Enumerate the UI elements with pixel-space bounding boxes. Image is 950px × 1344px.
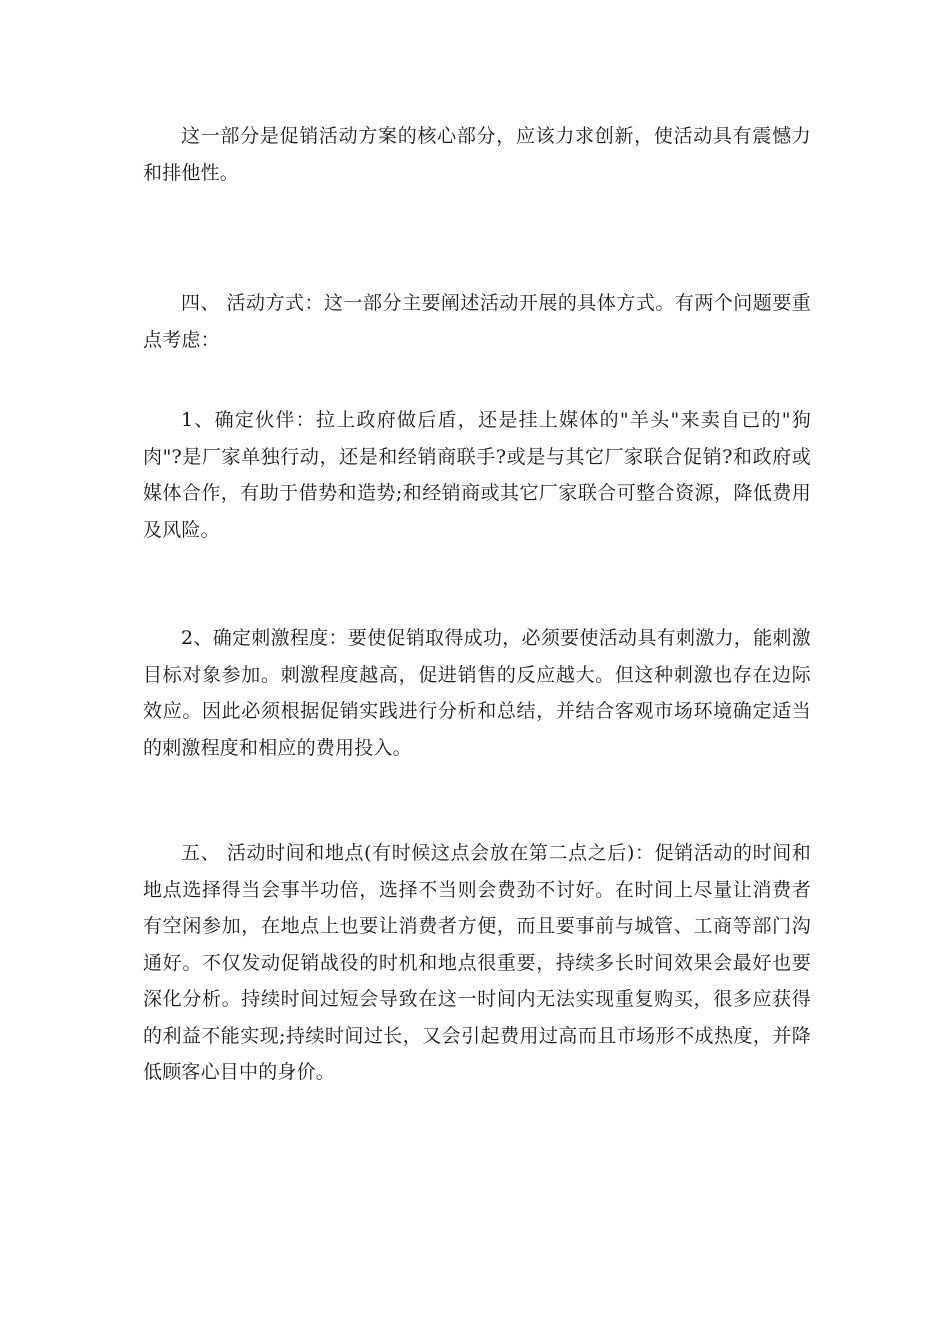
paragraph-stimulus-level: 2、确定刺激程度：要使促销取得成功，必须要使活动具有刺激力，能刺激目标对象参加。刺激程度越高，促进销售的反应越大。但这种刺激也存在边际效应。因此必须根据促销实践进行分析和总结，并结合客观市场环境确定适当的刺激程度和相应的费用投入。 [143, 627, 811, 759]
paragraph-partner: 1、确定伙伴：拉上政府做后盾，还是挂上媒体的"羊头"来卖自已的"狗肉"?是厂家单独行动，还是和经销商联手?或是与其它厂家联合促销?和政府或媒体合作，有助于借势和造势;和经销商或其它厂家联合可整合资源，降低费用及风险。 [143, 409, 811, 541]
paragraph-core-section: 这一部分是促销活动方案的核心部分，应该力求创新，使活动具有震憾力和排他性。 [143, 125, 811, 184]
paragraph-time-and-place: 五、 活动时间和地点(有时候这点会放在第二点之后)：促销活动的时间和地点选择得当会事半功倍，选择不当则会费劲不讨好。在时间上尽量让消费者有空闲参加，在地点上也要让消费者方便，而且要事前与城管、工商等部门沟通好。不仅发动促销战役的时机和地点很重要，持续多长时间效果会最好也要深化分析。持续时间过短会导致在这一时间内无法实现重复购买，很多应获得的利益不能实现;持续时间过长，又会引起费用过高而且市场形不成热度，并降低顾客心目中的身价。 [143, 842, 811, 1083]
paragraph-activity-method: 四、 活动方式：这一部分主要阐述活动开展的具体方式。有两个问题要重点考虑： [143, 292, 811, 351]
